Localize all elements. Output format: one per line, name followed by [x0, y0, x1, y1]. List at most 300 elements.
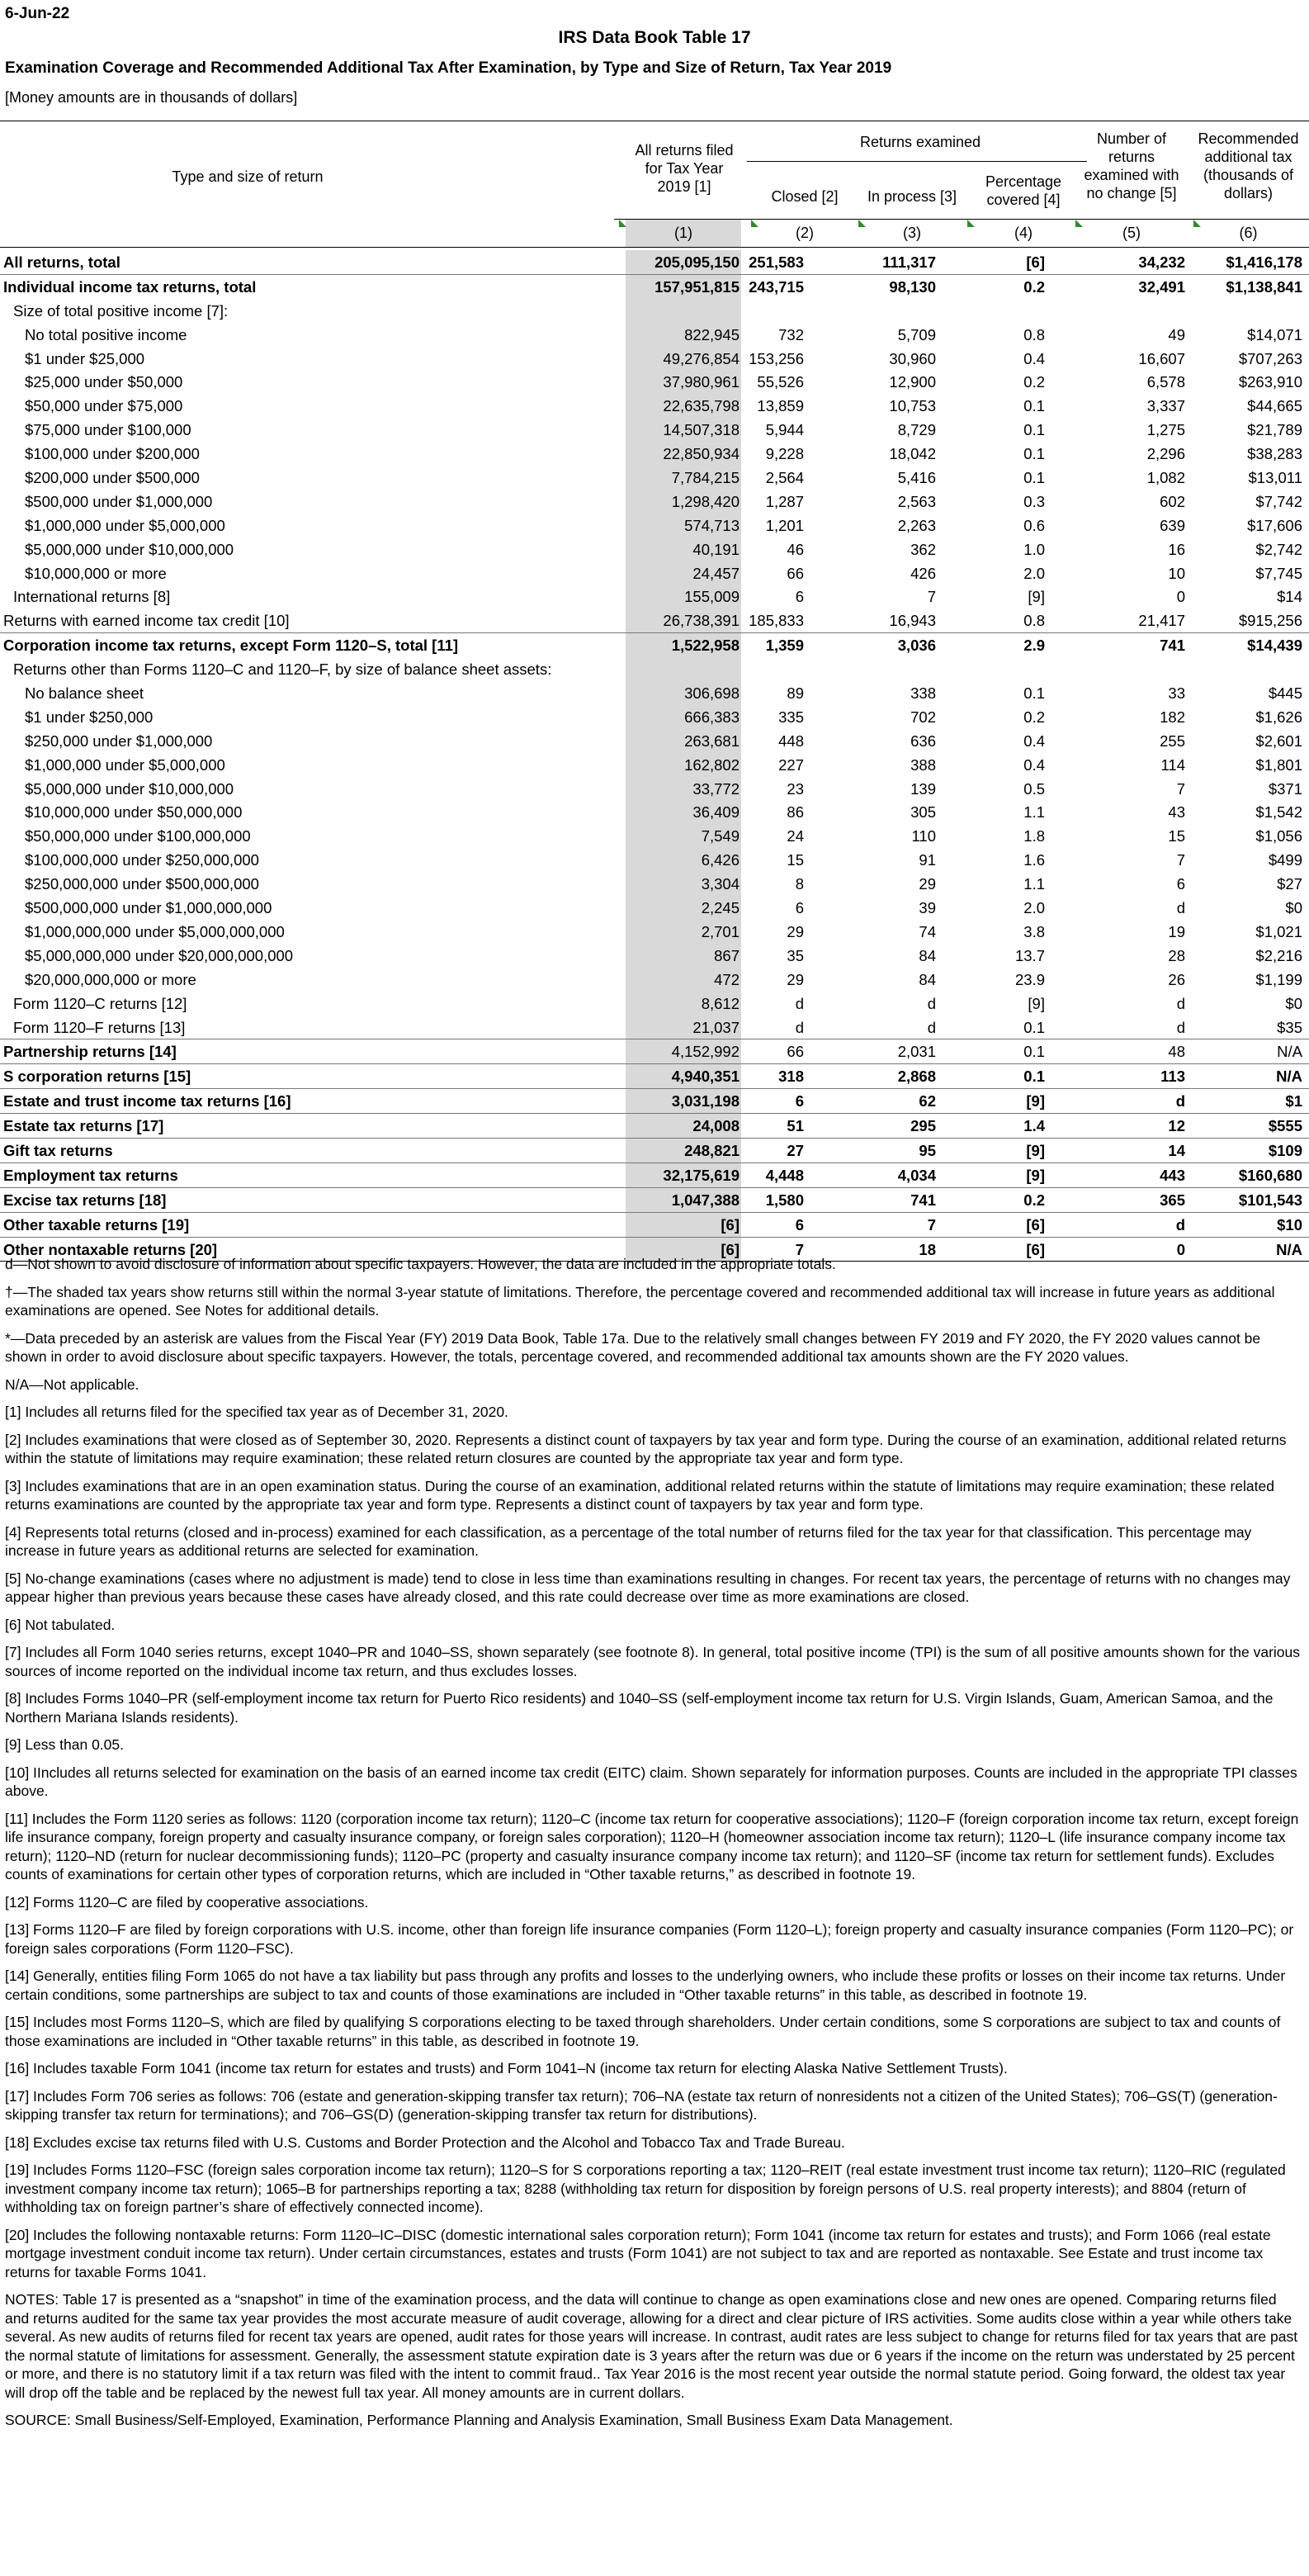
cell-col-6: $13,011: [1248, 469, 1302, 487]
cell-col-6: $555: [1268, 1117, 1302, 1135]
table-row: [0, 394, 1309, 418]
cell-col-3: 110: [911, 827, 936, 845]
cell-col-2: 24: [787, 827, 804, 845]
row-label: $1,000,000 under $5,000,000: [25, 516, 225, 534]
row-label: $100,000,000 under $250,000,000: [25, 851, 259, 869]
cell-col-4: 1.6: [1023, 851, 1045, 869]
cell-col-3: d: [927, 994, 936, 1012]
cell-col-3: 98,130: [889, 277, 936, 296]
cell-col-3: 139: [910, 779, 936, 798]
footnotes: [0, 1255, 1309, 2439]
cell-col-1: 1,298,420: [671, 492, 740, 510]
cell-col-3: 12,900: [889, 373, 936, 391]
cell-col-6: $1,056: [1255, 827, 1302, 845]
cell-col-2: 335: [778, 708, 804, 726]
cell-col-1: 822,945: [684, 325, 740, 343]
table-row: [0, 418, 1309, 442]
cell-col-6: $27: [1277, 875, 1302, 893]
cell-col-2: 23: [787, 779, 804, 798]
cell-col-4: 0.1: [1023, 397, 1045, 415]
cell-col-5: 14: [1168, 1141, 1185, 1159]
cell-col-6: $7,745: [1255, 564, 1302, 582]
cell-col-3: 16,943: [889, 612, 936, 630]
cell-col-1: 7,549: [701, 827, 740, 845]
row-label: Individual income tax returns, total: [3, 277, 257, 296]
footnote: [9] Less than 0.05.: [5, 1736, 124, 1753]
cell-col-5: 365: [1160, 1191, 1185, 1209]
cell-col-6: $109: [1268, 1141, 1302, 1159]
footnote: [1] Includes all returns filed for the specified tax year as of December 31, 2020.: [5, 1404, 508, 1420]
cell-col-2: 227: [778, 755, 804, 774]
cell-col-4: 0.1: [1023, 684, 1045, 703]
cell-col-2: 27: [787, 1141, 804, 1159]
cell-col-1: 14,507,318: [663, 421, 740, 439]
cell-col-2: 86: [787, 803, 804, 822]
row-label: Returns with earned income tax credit [10]: [3, 612, 290, 630]
row-label: Employment tax returns: [3, 1166, 178, 1184]
page-title: IRS Data Book Table 17: [558, 28, 751, 47]
table-row: [0, 1088, 1309, 1113]
cell-col-4: 0.1: [1023, 1043, 1045, 1061]
col-number-3: (3): [903, 225, 921, 241]
cell-col-1: 6,426: [701, 851, 740, 869]
cell-col-2: 13,859: [757, 397, 804, 415]
cell-col-4: [9]: [1028, 588, 1045, 606]
cell-col-6: $14,071: [1247, 325, 1302, 343]
cell-col-5: 33: [1168, 684, 1185, 703]
cell-col-1: 33,772: [692, 779, 740, 798]
row-label: Gift tax returns: [3, 1141, 113, 1159]
cell-col-2: 6: [795, 899, 804, 917]
cell-col-1: 7,784,215: [671, 469, 740, 487]
cell-col-4: [9]: [1026, 1092, 1045, 1110]
cell-col-2: 1,359: [765, 637, 804, 655]
cell-col-6: $1,626: [1255, 708, 1302, 726]
cell-col-3: 636: [910, 732, 936, 750]
cell-col-3: 426: [910, 564, 936, 582]
cell-col-4: 0.4: [1023, 755, 1045, 774]
table-row: [0, 608, 1309, 632]
cell-col-1: 3,031,198: [671, 1092, 740, 1110]
cell-col-2: 448: [778, 732, 804, 750]
cell-col-4: 2.0: [1023, 564, 1045, 582]
cell-col-4: 3.8: [1023, 922, 1045, 940]
cell-col-3: 10,753: [889, 397, 936, 415]
cell-col-5: d: [1175, 1092, 1185, 1110]
cell-col-3: 295: [910, 1117, 936, 1135]
cell-col-2: 29: [787, 970, 804, 988]
cell-col-2: 6: [795, 1215, 804, 1234]
header-returns-examined: Returns examined: [859, 134, 981, 150]
cell-col-6: $1,542: [1255, 803, 1302, 822]
cell-col-6: $1: [1285, 1092, 1302, 1110]
row-label: $1 under $25,000: [25, 349, 145, 367]
cell-col-3: 741: [910, 1191, 936, 1209]
cell-col-2: 7: [795, 1240, 804, 1258]
row-label: $20,000,000,000 or more: [25, 970, 196, 988]
cell-col-6: $14,439: [1247, 637, 1302, 655]
cell-col-6: $915,256: [1238, 612, 1302, 630]
table-row: [0, 1212, 1309, 1237]
cell-col-5: 255: [1160, 732, 1185, 750]
cell-col-1: 306,698: [684, 684, 740, 703]
footnote: *—Data preceded by an asterisk are values from the Fiscal Year (FY) 2019 Data Book, Table 17a. Due to the relatively small changes between FY 2019 and FY 2020, the FY 2020 values cannot be shown in order to avoid disclosure about specific taxpayers. However, the totals, percentage covered, and recommended additional tax amounts shown are the FY 2020 values.: [5, 1329, 1261, 1365]
cell-col-1: 26,738,391: [663, 612, 740, 630]
cell-col-4: 23.9: [1014, 970, 1045, 988]
col-number-4: (4): [1014, 225, 1033, 241]
cell-col-1: 155,009: [684, 588, 740, 606]
row-label: Other nontaxable returns [20]: [3, 1240, 218, 1258]
row-label: Estate tax returns [17]: [3, 1117, 164, 1135]
cell-col-4: [6]: [1026, 1215, 1045, 1234]
cell-col-6: $21,789: [1247, 421, 1302, 439]
table-row: [0, 299, 1309, 323]
cell-col-2: 1,580: [765, 1191, 804, 1209]
cell-col-3: 7: [927, 1215, 936, 1234]
cell-col-5: 6: [1176, 875, 1185, 893]
cell-col-6: $101,543: [1238, 1191, 1302, 1209]
footnote: d—Not shown to avoid disclosure of information about specific taxpayers. However, the data are included in the appropriate totals.: [5, 1256, 836, 1272]
cell-col-4: 1.1: [1023, 803, 1045, 822]
cell-col-5: 0: [1176, 588, 1185, 606]
row-label: $1,000,000,000 under $5,000,000,000: [25, 922, 285, 940]
table-row: [0, 250, 1309, 274]
cell-col-6: $35: [1277, 1018, 1302, 1036]
cell-col-5: 639: [1160, 516, 1185, 534]
cell-col-2: d: [795, 1018, 804, 1036]
cell-col-5: 1,275: [1146, 421, 1185, 439]
table-row: [0, 1113, 1309, 1138]
cell-col-2: 5,944: [765, 421, 804, 439]
report-date: 6-Jun-22: [5, 5, 70, 22]
cell-col-6: $707,263: [1238, 349, 1302, 367]
cell-col-6: $0: [1285, 899, 1302, 917]
cell-col-4: 2.0: [1023, 899, 1045, 917]
row-label: $200,000 under $500,000: [25, 469, 200, 487]
cell-col-2: 55,526: [757, 373, 804, 391]
cell-col-1: 36,409: [692, 803, 740, 822]
cell-col-5: 6,578: [1146, 373, 1185, 391]
cell-col-3: 5,416: [897, 469, 936, 487]
cell-col-3: d: [927, 1018, 936, 1036]
table-row: [0, 1063, 1309, 1088]
cell-col-6: $371: [1268, 779, 1302, 798]
cell-col-1: 248,821: [684, 1141, 740, 1159]
cell-col-6: $160,680: [1238, 1166, 1302, 1184]
cell-col-5: 602: [1160, 492, 1185, 510]
table-body: [0, 250, 1309, 1262]
cell-col-2: 9,228: [765, 445, 804, 463]
cell-col-3: 29: [919, 875, 936, 893]
table-row: [0, 753, 1309, 777]
table-row: [0, 729, 1309, 753]
cell-col-6: $0: [1285, 994, 1302, 1012]
footnote: [7] Includes all Form 1040 series returns, except 1040–PR and 1040–SS, shown separately (see footnote 8). In general, total positive income (TPI) is the sum of all positive amounts shown for the various sources of income reported on the individual income tax return, and thus excludes losses.: [5, 1644, 1301, 1679]
cell-col-1: 162,802: [684, 755, 740, 774]
cell-col-6: $1,199: [1255, 970, 1302, 988]
footnote: [13] Forms 1120–F are filed by foreign corporations with U.S. income, other than foreign life insurance companies (Form 1120–L); foreign property and casualty insurance companies (Form 1120–PC); or foreign sales corporations (Form 1120–FSC).: [5, 1921, 1294, 1957]
cell-col-3: 62: [919, 1092, 936, 1110]
table-row: [0, 920, 1309, 944]
cell-col-1: 574,713: [684, 516, 740, 534]
table-row: [0, 681, 1309, 705]
table-row: [0, 514, 1309, 537]
cell-col-3: 3,036: [897, 637, 936, 655]
cell-col-5: 3,337: [1146, 397, 1185, 415]
row-label: Corporation income tax returns, except Form 1120–S, total [11]: [3, 637, 459, 655]
header-all-returns: All returns filed for Tax Year 2019 [1]: [635, 142, 734, 195]
cell-col-3: 84: [919, 946, 936, 964]
cell-col-1: 22,635,798: [663, 397, 740, 415]
cell-col-5: 741: [1160, 637, 1185, 655]
footnote: [18] Excludes excise tax returns filed with U.S. Customs and Border Protection and the Alcohol and Tobacco Tax and Trade Bureau.: [5, 2133, 845, 2151]
table-row: [0, 632, 1309, 657]
table-row: [0, 585, 1309, 608]
cell-col-2: 1,201: [765, 516, 804, 534]
cell-col-3: 18: [919, 1240, 936, 1258]
table-header: [0, 121, 1309, 248]
table-row: [0, 490, 1309, 514]
cell-col-3: 338: [910, 684, 936, 703]
col-number-2: (2): [796, 225, 814, 241]
shaded-cell: [626, 657, 741, 681]
row-label: Other taxable returns [19]: [3, 1215, 190, 1234]
header-recommended: Recommended additional tax (thousands of dollars): [1198, 130, 1299, 201]
table-row: [0, 777, 1309, 801]
cell-col-1: 472: [714, 970, 740, 988]
cell-col-5: 48: [1168, 1043, 1185, 1061]
table-row: [0, 1138, 1309, 1163]
row-label: Estate and trust income tax returns [16]: [3, 1092, 291, 1110]
cell-col-1: 867: [714, 946, 740, 964]
table-row: [0, 657, 1309, 681]
money-note: [Money amounts are in thousands of dollars]: [5, 89, 298, 106]
cell-col-3: 30,960: [889, 349, 936, 367]
cell-col-2: 185,833: [749, 612, 804, 630]
cell-col-2: 318: [778, 1068, 804, 1086]
cell-col-5: 26: [1168, 970, 1185, 988]
header-percentage: Percentage covered [4]: [985, 173, 1062, 208]
cell-col-4: 2.9: [1023, 637, 1045, 655]
cell-col-6: $7,742: [1255, 492, 1302, 510]
table-row: [0, 848, 1309, 872]
cell-col-5: 2,296: [1146, 445, 1185, 463]
cell-col-5: d: [1175, 1215, 1185, 1234]
cell-col-4: 0.3: [1023, 492, 1045, 510]
table-row: [0, 1039, 1309, 1063]
cell-col-3: 388: [910, 755, 936, 774]
cell-col-4: 0.8: [1023, 325, 1045, 343]
cell-col-4: 0.8: [1023, 612, 1045, 630]
cell-col-5: 113: [1160, 1068, 1185, 1086]
cell-col-3: 2,263: [897, 516, 936, 534]
footnote: [3] Includes examinations that are in an open examination status. During the course of an examination, additional related returns within the statute of limitations may require examination; these related returns examinations are counted by the appropriate tax year and form type. Represents a distinct count of taxpayers by tax year and form type.: [5, 1477, 1274, 1513]
cell-col-3: 84: [919, 970, 936, 988]
cell-col-2: 29: [787, 922, 804, 940]
cell-col-4: [6]: [1026, 253, 1045, 271]
cell-col-5: 19: [1168, 922, 1185, 940]
table-row: [0, 992, 1309, 1016]
cell-col-3: 2,031: [897, 1043, 936, 1061]
footnote: [16] Includes taxable Form 1041 (income tax return for estates and trusts) and Form 1041–N (income tax return for electing Alaska Native Settlement Trusts).: [5, 2060, 1008, 2076]
cell-col-1: 1,522,958: [671, 637, 740, 655]
row-label: Returns other than Forms 1120–C and 1120–F, by size of balance sheet assets:: [13, 661, 552, 679]
cell-col-2: 1,287: [765, 492, 804, 510]
table-row: [0, 370, 1309, 394]
table-row: [0, 347, 1309, 371]
cell-col-3: 2,563: [897, 492, 936, 510]
footnote: [10] IIncludes all returns selected for examination on the basis of an earned income tax credit (EITC) claim. Shown separately for information purposes. Counts are included in the appropriate TPI classes above.: [5, 1764, 1297, 1799]
table-row: [0, 561, 1309, 585]
cell-col-3: 8,729: [897, 421, 936, 439]
row-label: $25,000 under $50,000: [25, 373, 183, 391]
row-label: Partnership returns [14]: [3, 1043, 177, 1061]
table-row: [0, 944, 1309, 968]
cell-col-4: 0.6: [1023, 516, 1045, 534]
cell-col-3: 74: [919, 922, 936, 940]
cell-col-2: 6: [795, 588, 804, 606]
cell-col-5: 43: [1168, 803, 1185, 822]
cell-col-5: 0: [1176, 1240, 1185, 1258]
cell-col-3: 362: [910, 540, 936, 558]
row-label: $1 under $250,000: [25, 708, 154, 726]
cell-col-3: 702: [910, 708, 936, 726]
row-label: $100,000 under $200,000: [25, 445, 200, 463]
cell-col-4: 0.4: [1023, 349, 1045, 367]
row-label: $50,000,000 under $100,000,000: [25, 827, 251, 845]
cell-col-2: 35: [787, 946, 804, 964]
cell-col-6: $499: [1268, 851, 1302, 869]
footnote: †—The shaded tax years show returns still within the normal 3-year statute of limitations. Therefore, the percentage covered and recommended additional tax will increase in future years as additional examinations are opened. See Notes for additional details.: [5, 1283, 1275, 1319]
table-row: [0, 466, 1309, 490]
footnote: [8] Includes Forms 1040–PR (self-employment income tax return for Puerto Rico residents) and 1040–SS (self-employment income tax return for U.S. Virgin Islands, Guam, American Samoa, and the Northern Mariana Islands residents).: [5, 1690, 1274, 1726]
cell-col-5: 32,491: [1138, 277, 1185, 296]
cell-col-5: 21,417: [1138, 612, 1185, 630]
cell-col-6: $2,601: [1255, 732, 1302, 750]
cell-col-2: 46: [787, 540, 804, 558]
cell-col-6: $1,138,841: [1226, 277, 1302, 296]
cell-col-6: $1,801: [1255, 755, 1302, 774]
cell-col-2: 8: [795, 875, 804, 893]
cell-col-1: 8,612: [701, 994, 740, 1012]
cell-col-6: N/A: [1277, 1043, 1302, 1061]
cell-col-4: 1.1: [1023, 875, 1045, 893]
cell-col-4: 0.1: [1023, 421, 1045, 439]
cell-col-2: 2,564: [765, 469, 804, 487]
row-label: $5,000,000 under $10,000,000: [25, 779, 234, 798]
cell-col-4: [6]: [1026, 1240, 1045, 1258]
cell-col-1: 2,701: [701, 922, 740, 940]
row-label: International returns [8]: [13, 588, 171, 606]
table-row: [0, 705, 1309, 729]
cell-col-3: 95: [919, 1141, 936, 1159]
cell-col-5: 7: [1176, 851, 1185, 869]
cell-col-5: 443: [1160, 1166, 1185, 1184]
cell-col-1: 666,383: [684, 708, 740, 726]
cell-col-4: 0.1: [1023, 1018, 1045, 1036]
cell-col-6: $1,021: [1255, 922, 1302, 940]
cell-col-3: 18,042: [889, 445, 936, 463]
cell-col-4: 0.1: [1023, 445, 1045, 463]
table-subtitle: Examination Coverage and Recommended Additional Tax After Examination, by Type and Size of Return, Tax Year 2019: [5, 59, 892, 77]
row-label: Form 1120–F returns [13]: [13, 1018, 186, 1036]
cell-col-4: [9]: [1026, 1166, 1045, 1184]
cell-col-4: 13.7: [1014, 946, 1045, 964]
row-label: Excise tax returns [18]: [3, 1191, 167, 1209]
cell-col-5: d: [1176, 899, 1185, 917]
cell-col-1: 24,008: [692, 1117, 740, 1135]
cell-col-1: 1,047,388: [671, 1191, 740, 1209]
cell-col-4: 0.2: [1023, 1191, 1045, 1209]
footnote: [17] Includes Form 706 series as follows: 706 (estate and generation-skipping transfer tax return); 706–NA (estate tax return of nonresidents not a citizen of the United States); 706–GS(T) (generation-skipping transfer tax return for terminations); and 706–GS(D) (generation-skipping transfer tax return for distributions).: [5, 2087, 1278, 2123]
footnote: [12] Forms 1120–C are filed by cooperative associations.: [5, 1893, 369, 1911]
row-label: $500,000 under $1,000,000: [25, 492, 213, 510]
cell-col-4: 1.8: [1023, 827, 1045, 845]
cell-col-2: 6: [795, 1092, 804, 1110]
cell-col-5: 7: [1176, 779, 1185, 798]
cell-col-3: 39: [919, 899, 936, 917]
cell-col-5: 182: [1160, 708, 1185, 726]
header-number-divider: [614, 219, 1309, 220]
cell-col-5: 10: [1168, 564, 1185, 582]
footnote: N/A—Not applicable.: [5, 1376, 139, 1393]
cell-col-3: 305: [910, 803, 936, 822]
cell-col-5: 1,082: [1146, 469, 1185, 487]
cell-col-6: $14: [1277, 588, 1302, 606]
footnote: [5] No-change examinations (cases where no adjustment is made) tend to close in less time than examinations resulting in changes. For recent tax years, the percentage of returns with no changes may appear higher than previous years because these cases have already closed, and this rate could decrease over time as more examinations are closed.: [5, 1570, 1291, 1605]
cell-col-1: 4,940,351: [671, 1068, 740, 1086]
cell-col-1: 21,037: [692, 1018, 740, 1036]
cell-col-1: 263,681: [684, 732, 740, 750]
cell-col-5: 28: [1168, 946, 1185, 964]
cell-col-4: 0.2: [1023, 277, 1045, 296]
cell-col-6: $445: [1268, 684, 1302, 703]
cell-col-5: 16: [1168, 540, 1185, 558]
cell-col-6: $38,283: [1247, 445, 1302, 463]
cell-col-2: 243,715: [749, 277, 804, 296]
table-row: [0, 323, 1309, 347]
header-no-change: Number of returns examined with no change [5]: [1084, 130, 1179, 201]
cell-col-1: 205,095,150: [654, 253, 740, 271]
cell-col-3: 2,868: [897, 1068, 936, 1086]
row-label: $250,000,000 under $500,000,000: [25, 875, 259, 893]
header-type-of-return: Type and size of return: [172, 168, 324, 185]
cell-col-1: 4,152,992: [671, 1043, 740, 1061]
footnote: [4] Represents total returns (closed and in-process) examined for each classification, as a percentage of the total number of returns filed for the tax year for that classification. This percentage may increase in future years as additional returns are selected for examination.: [5, 1523, 1252, 1559]
cell-col-4: [9]: [1028, 994, 1045, 1012]
cell-col-5: 16,607: [1138, 349, 1185, 367]
cell-col-4: 1.4: [1023, 1117, 1045, 1135]
table-row: [0, 800, 1309, 824]
table-row: [0, 1187, 1309, 1212]
table-row: [0, 896, 1309, 920]
row-label: $1,000,000 under $5,000,000: [25, 755, 225, 774]
cell-col-1: 24,457: [692, 564, 740, 582]
table-row: [0, 537, 1309, 561]
table-row: [0, 1163, 1309, 1187]
row-label: S corporation returns [15]: [3, 1068, 191, 1086]
cell-col-1: 22,850,934: [663, 445, 740, 463]
cell-col-4: [9]: [1026, 1141, 1045, 1159]
row-label: $5,000,000,000 under $20,000,000,000: [25, 946, 294, 964]
cell-col-2: 51: [787, 1117, 804, 1135]
cell-col-3: 5,709: [897, 325, 936, 343]
cell-col-6: $10: [1277, 1215, 1302, 1234]
cell-col-2: 15: [787, 851, 804, 869]
cell-col-3: 4,034: [897, 1166, 936, 1184]
col-number-5: (5): [1122, 225, 1141, 241]
cell-col-5: d: [1176, 1018, 1185, 1036]
